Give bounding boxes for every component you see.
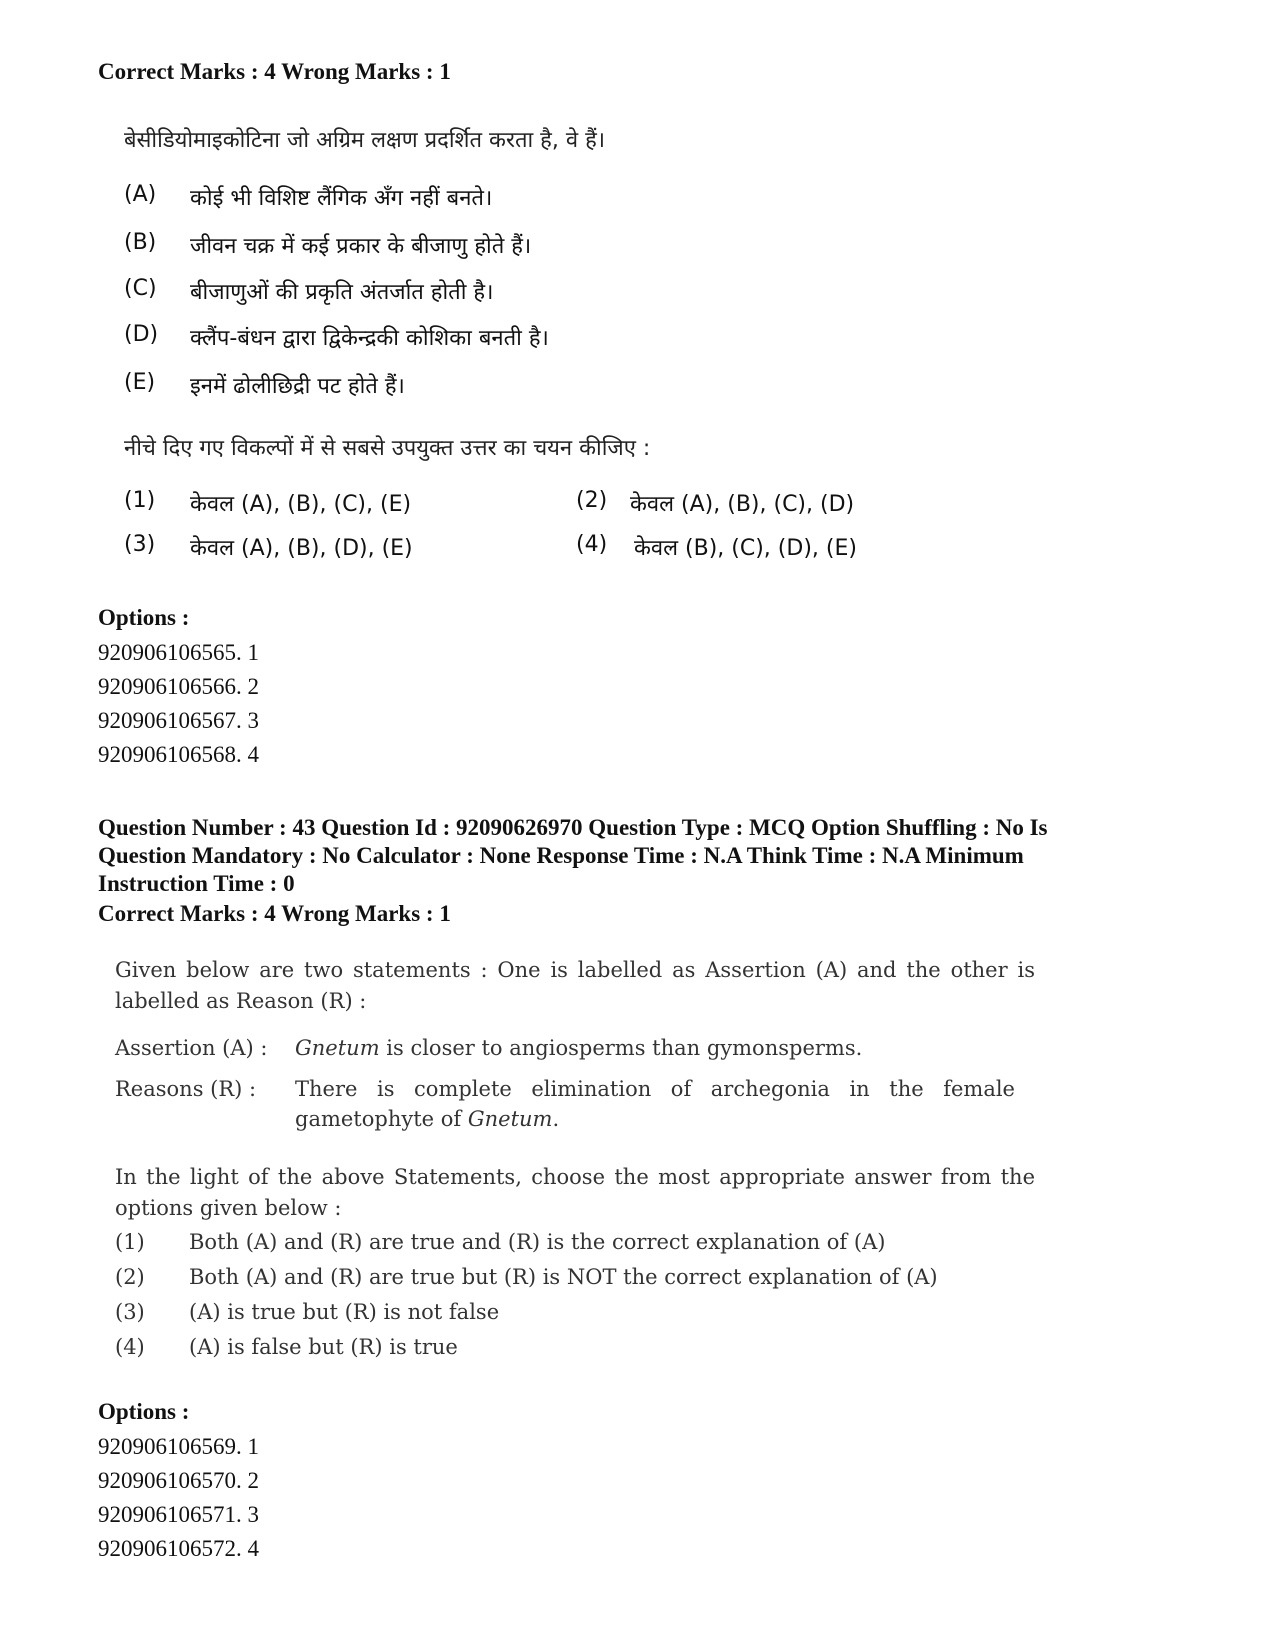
assertion-genus: Gnetum bbox=[295, 1036, 380, 1060]
option-id: 920906106567. 3 bbox=[98, 708, 259, 733]
statement-label: (D) bbox=[124, 322, 159, 347]
q43-reason bbox=[115, 1074, 1015, 1134]
choice-label: (3) bbox=[124, 532, 156, 557]
option-id: 920906106566. 2 bbox=[98, 674, 259, 699]
reason-prefix: gametophyte of bbox=[295, 1107, 468, 1131]
q42-statement-d bbox=[124, 322, 549, 352]
statement-text: जीवन चक्र में कई प्रकार के बीजाणु होते हैं। bbox=[190, 234, 532, 259]
choice-label: (4) bbox=[115, 1335, 145, 1359]
q42-statement-a bbox=[124, 182, 492, 212]
statement-label: (A) bbox=[124, 182, 157, 207]
reason-suffix: . bbox=[552, 1107, 560, 1131]
reason-line bbox=[295, 1104, 1015, 1134]
q43-choice-4 bbox=[115, 1335, 458, 1359]
choice-text: केवल (A), (B), (D), (E) bbox=[190, 536, 413, 561]
option-id: 920906106572. 4 bbox=[98, 1536, 259, 1561]
choice-label: (1) bbox=[124, 488, 156, 513]
q43-header bbox=[98, 814, 1048, 898]
statement-text: इनमें ढोलीछिद्री पट होते हैं। bbox=[190, 374, 405, 399]
choice-label: (4) bbox=[576, 532, 608, 557]
statement-text: कोई भी विशिष्ट लैंगिक अँग नहीं बनते। bbox=[190, 186, 493, 211]
reason-genus: Gnetum bbox=[467, 1107, 553, 1131]
option-id: 920906106569. 1 bbox=[98, 1434, 259, 1459]
choice-text: (A) is false but (R) is true bbox=[189, 1335, 458, 1359]
option-id: 920906106571. 3 bbox=[98, 1502, 259, 1527]
q43-choice-3 bbox=[115, 1300, 499, 1324]
statement-label: (B) bbox=[124, 230, 157, 255]
reason-label: Reasons (R) : bbox=[115, 1077, 257, 1101]
choice-text: केवल (A), (B), (C), (D) bbox=[630, 492, 855, 517]
assertion-rest: is closer to angiosperms than gymonsperms. bbox=[379, 1036, 863, 1060]
q43-assertion bbox=[115, 1036, 1015, 1060]
q43-header-line: Question Number : 43 Question Id : 92090626970 Question Type : MCQ Option Shuffling : No Is bbox=[98, 815, 1048, 840]
choice-label: (2) bbox=[576, 488, 608, 513]
q42-statement-b bbox=[124, 230, 531, 260]
q43-header-line: Question Mandatory : No Calculator : None Response Time : N.A Think Time : N.A Minimum bbox=[98, 843, 1024, 868]
q43-options-list bbox=[98, 1430, 259, 1566]
choice-text: केवल (A), (B), (C), (E) bbox=[190, 492, 412, 517]
option-id: 920906106568. 4 bbox=[98, 742, 259, 767]
choice-label: (2) bbox=[115, 1265, 145, 1289]
q42-options-list bbox=[98, 636, 259, 772]
q42-instruction: नीचे दिए गए विकल्पों में से सबसे उपयुक्त उत्तर का चयन कीजिए : bbox=[124, 436, 651, 461]
q42-choice-2 bbox=[576, 488, 854, 518]
q42-options-heading: Options : bbox=[98, 605, 190, 630]
choice-text: (A) is true but (R) is not false bbox=[189, 1300, 500, 1324]
q43-intro-line: labelled as Reason (R) : bbox=[115, 989, 367, 1013]
statement-label: (E) bbox=[124, 370, 156, 395]
choice-text: Both (A) and (R) are true and (R) is the correct explanation of (A) bbox=[189, 1230, 886, 1254]
q43-options-heading: Options : bbox=[98, 1399, 190, 1424]
q42-choice-3 bbox=[124, 532, 413, 562]
option-id: 920906106565. 1 bbox=[98, 640, 259, 665]
choice-text: केवल (B), (C), (D), (E) bbox=[634, 536, 857, 561]
statement-text: क्लैंप-बंधन द्वारा द्विकेन्द्रकी कोशिका बनती है। bbox=[190, 326, 549, 351]
q42-statement-e bbox=[124, 370, 405, 400]
choice-label: (1) bbox=[115, 1230, 145, 1254]
option-id: 920906106570. 2 bbox=[98, 1468, 259, 1493]
reason-line: There is complete elimination of archegonia in the female bbox=[295, 1077, 1015, 1101]
q43-marks-line: Correct Marks : 4 Wrong Marks : 1 bbox=[98, 901, 451, 926]
q42-stem: बेसीडियोमाइकोटिना जो अग्रिम लक्षण प्रदर्शित करता है, वे हैं। bbox=[124, 128, 606, 153]
q42-statement-c bbox=[124, 276, 493, 306]
q43-light-line: options given below : bbox=[115, 1196, 342, 1220]
q43-choice-2 bbox=[115, 1265, 938, 1289]
q43-intro-line: Given below are two statements : One is labelled as Assertion (A) and the other is bbox=[115, 958, 1035, 982]
q43-choice-1 bbox=[115, 1230, 885, 1254]
q42-choice-1 bbox=[124, 488, 411, 518]
choice-text: Both (A) and (R) are true but (R) is NOT the correct explanation of (A) bbox=[189, 1265, 938, 1289]
q43-header-line: Instruction Time : 0 bbox=[98, 871, 295, 896]
q43-intro bbox=[115, 955, 1035, 1017]
assertion-label: Assertion (A) : bbox=[115, 1036, 268, 1060]
statement-text: बीजाणुओं की प्रकृति अंतर्जात होती है। bbox=[190, 280, 494, 305]
q43-light-line: In the light of the above Statements, choose the most appropriate answer from the bbox=[115, 1165, 1035, 1189]
reason-text bbox=[295, 1074, 1015, 1134]
assertion-text bbox=[295, 1036, 1015, 1060]
q42-choice-4 bbox=[576, 532, 857, 562]
q43-light bbox=[115, 1162, 1035, 1224]
statement-label: (C) bbox=[124, 276, 157, 301]
choice-label: (3) bbox=[115, 1300, 145, 1324]
q42-marks-line: Correct Marks : 4 Wrong Marks : 1 bbox=[98, 59, 451, 84]
